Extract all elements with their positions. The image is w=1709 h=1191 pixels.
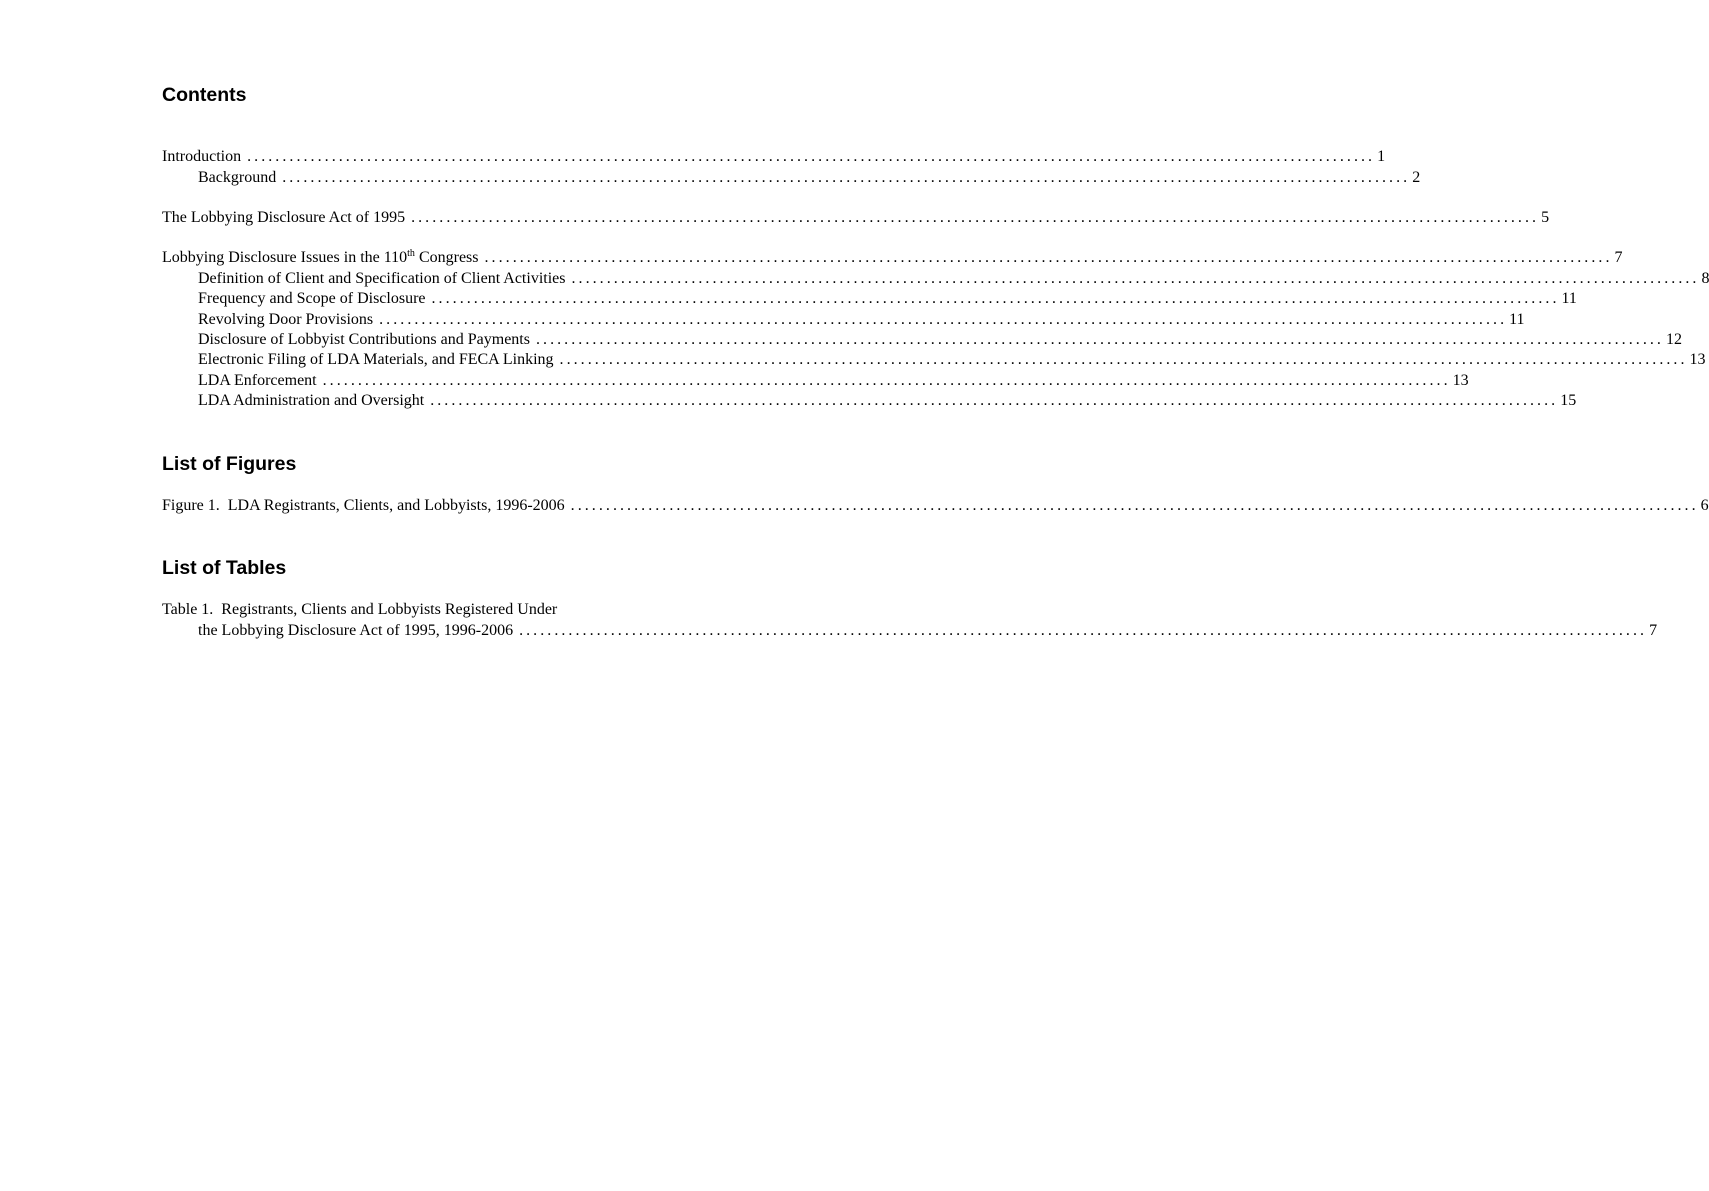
table-entry-page: 7 — [1649, 622, 1658, 639]
toc-entry-page: 11 — [1561, 290, 1577, 307]
dot-leader: ................................................................................................................................................................ — [411, 209, 1540, 226]
dot-leader: ................................................................................................................................................................ — [431, 290, 1560, 307]
dot-leader: ................................................................................................................................................................ — [571, 270, 1700, 287]
dot-leader: ................................................................................................................................................................ — [322, 372, 1451, 389]
toc-entry-lda-enforcement[interactable] — [198, 371, 1469, 391]
dot-leader: ................................................................................................................................................................ — [430, 392, 1559, 409]
toc-entry-label: Introduction — [162, 147, 247, 167]
toc-entry-page: 8 — [1701, 270, 1709, 287]
toc-entry-label: The Lobbying Disclosure Act of 1995 — [162, 208, 411, 228]
table-entry-1[interactable] — [198, 621, 1658, 641]
toc-entry-revolving-door[interactable] — [198, 310, 1525, 330]
dot-leader: ................................................................................................................................................................ — [519, 622, 1648, 639]
toc-entry-label: Revolving Door Provisions — [198, 310, 379, 330]
figure-entry-1[interactable] — [162, 496, 1709, 516]
toc-entry-label: Definition of Client and Specification of Client Activities — [198, 269, 571, 289]
dot-leader: ................................................................................................................................................................ — [379, 311, 1508, 328]
figures-heading: List of Figures — [162, 453, 297, 475]
figure-entry-label: Figure 1. LDA Registrants, Clients, and Lobbyists, 1996-2006 — [162, 496, 571, 516]
toc-entry-page: 13 — [1689, 351, 1706, 368]
toc-entry-electronic-filing[interactable] — [198, 350, 1706, 370]
toc-entry-page: 1 — [1377, 148, 1386, 165]
dot-leader: ................................................................................................................................................................ — [484, 249, 1613, 266]
toc-entry-page: 7 — [1614, 249, 1623, 266]
toc-entry-label: Disclosure of Lobbyist Contributions and Payments — [198, 330, 536, 350]
toc-entry-label: LDA Administration and Oversight — [198, 391, 430, 411]
toc-entry-lda-1995[interactable] — [162, 208, 1550, 228]
toc-entry-label: Electronic Filing of LDA Materials, and FECA Linking — [198, 350, 560, 370]
toc-entry-page: 13 — [1452, 372, 1469, 389]
toc-entry-label: Lobbying Disclosure Issues in the 110th Congress — [162, 248, 485, 268]
toc-entry-label: Frequency and Scope of Disclosure — [198, 289, 432, 309]
contents-heading: Contents — [162, 84, 247, 106]
toc-entry-label: LDA Enforcement — [198, 371, 323, 391]
toc-entry-page: 5 — [1541, 209, 1550, 226]
toc-entry-page: 11 — [1509, 311, 1525, 328]
toc-entry-contributions[interactable] — [198, 330, 1682, 350]
toc-entry-page: 12 — [1665, 331, 1682, 348]
toc-entry-lda-administration[interactable] — [198, 391, 1577, 411]
dot-leader: ................................................................................................................................................................ — [535, 331, 1664, 348]
table-entry-1-line1[interactable]: Table 1. Registrants, Clients and Lobbyists Registered Under — [162, 601, 558, 618]
toc-entry-definition-client[interactable] — [198, 269, 1709, 289]
toc-entry-frequency-scope[interactable] — [198, 289, 1577, 309]
tables-heading: List of Tables — [162, 557, 287, 579]
toc-entry-background[interactable] — [198, 168, 1421, 188]
toc-entry-page: 2 — [1412, 169, 1421, 186]
dot-leader: ................................................................................................................................................................ — [559, 351, 1688, 368]
toc-entry-issues-110th[interactable] — [162, 248, 1623, 268]
dot-leader: ................................................................................................................................................................ — [570, 497, 1699, 514]
figure-entry-page: 6 — [1700, 497, 1709, 514]
dot-leader: ................................................................................................................................................................ — [247, 148, 1376, 165]
toc-entry-introduction[interactable] — [162, 147, 1386, 167]
toc-entry-label: Background — [198, 168, 282, 188]
dot-leader: ................................................................................................................................................................ — [282, 169, 1411, 186]
toc-entry-page: 15 — [1560, 392, 1577, 409]
table-entry-label: the Lobbying Disclosure Act of 1995, 1996-2006 — [198, 621, 519, 641]
